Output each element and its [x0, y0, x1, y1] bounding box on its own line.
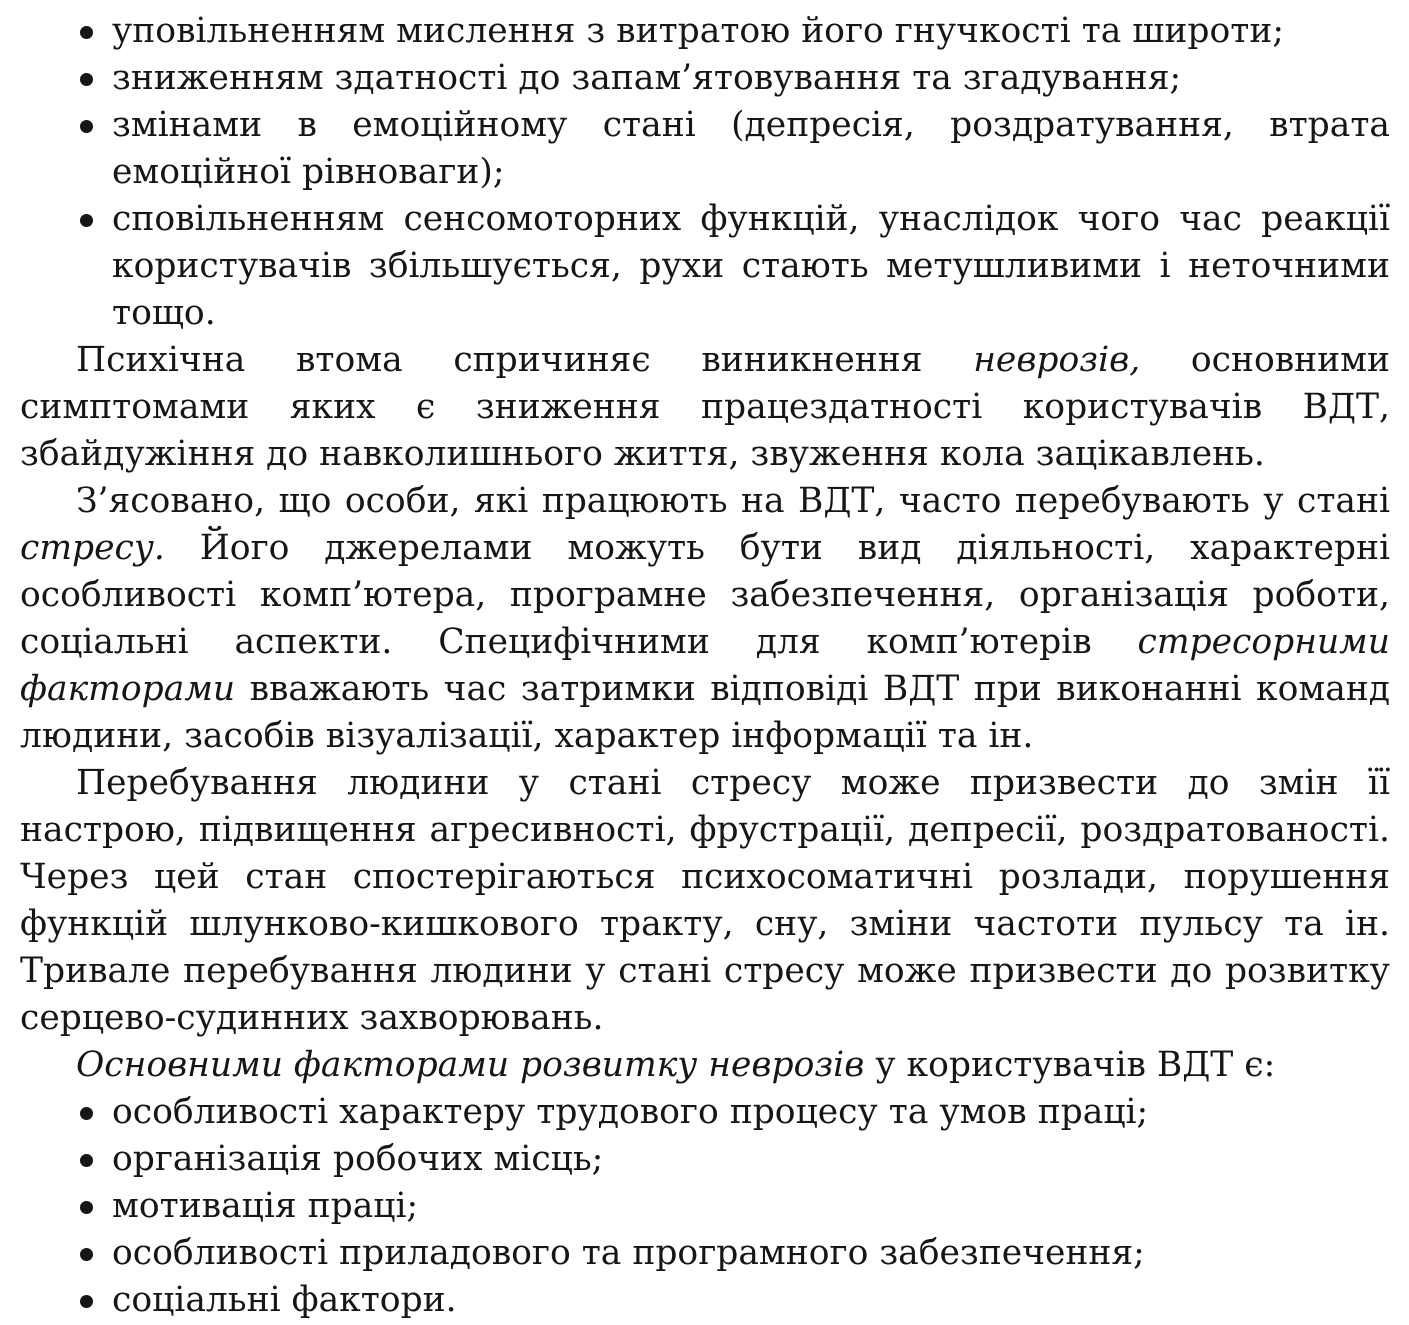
list-item: [20, 8, 1390, 55]
factors-list: [20, 1089, 1390, 1324]
paragraph-text: вважають час затримки відповіді ВДТ при виконанні команд людини, засобів візуалізації, характер інформації та ін.: [20, 669, 1390, 756]
bullet-icon: [80, 120, 93, 133]
bullet-icon: [80, 214, 93, 227]
bullet-icon: [80, 1295, 93, 1308]
paragraph-text: З’ясовано, що особи, які працюють на ВДТ, часто перебувають у стані: [76, 481, 1390, 521]
list-item: [20, 1230, 1390, 1277]
bullet-icon: [80, 1248, 93, 1261]
paragraph-neuroses: [20, 337, 1390, 478]
list-item-text: змінами в емоційному стані (депресія, роздратування, втрата емоційної рівноваги);: [112, 105, 1390, 192]
list-item: [20, 1089, 1390, 1136]
paragraph-text: Психічна втома спричиняє виникнення: [76, 340, 974, 380]
bullet-icon: [80, 1201, 93, 1214]
bullet-icon: [80, 1107, 93, 1120]
paragraph-stress: [20, 478, 1390, 760]
bullet-icon: [80, 26, 93, 39]
list-item-text: сповільненням сенсомоторних функцій, унаслідок чого час реакції користувачів збільшується, рухи стають метушливими і неточними тощо.: [112, 199, 1390, 333]
list-item: [20, 1277, 1390, 1324]
document-page: [20, 8, 1390, 1324]
paragraph-text: основними симптомами яких є зниження працездатності користувачів ВДТ, збайдужіння до навколишнього життя, звуження кола зацікавлень.: [20, 340, 1390, 474]
term-main-factors: Основними факторами розвитку неврозів: [76, 1045, 865, 1085]
list-item-text: уповільненням мислення з витратою його гнучкості та широти;: [112, 11, 1284, 51]
list-item: [20, 1183, 1390, 1230]
bullet-icon: [80, 1154, 93, 1167]
list-item-text: мотивація праці;: [112, 1186, 419, 1226]
paragraph-effects: Перебування людини у стані стресу може призвести до змін її настрою, підвищення агресивності, фрустрації, депресії, роздратованості. Через цей стан спостерігаються психосоматичні розлади, порушення функцій шлунково-кишкового тракту, сну, зміни частоти пульсу та ін. Тривале перебування людини у стані стресу може призвести до розвитку серцево-судинних захворювань.: [20, 763, 1390, 1038]
bullet-icon: [80, 73, 93, 86]
term-stressors: стресорними факторами: [20, 622, 1390, 709]
term-neuroses: неврозів,: [973, 340, 1141, 380]
list-item: [20, 196, 1390, 337]
list-item: [20, 102, 1390, 196]
paragraph-text: у користувачів ВДТ є:: [864, 1045, 1276, 1085]
list-item-text: особливості приладового та програмного забезпечення;: [112, 1233, 1145, 1273]
list-item-text: соціальні фактори.: [112, 1280, 457, 1320]
paragraph-text: Його джерелами можуть бути вид діяльності, характерні особливості комп’ютера, програмне забезпечення, організація роботи, соціальні аспекти. Специфічними для комп’ютерів: [20, 528, 1390, 662]
list-item: [20, 1136, 1390, 1183]
list-item-text: організація робочих місць;: [112, 1139, 604, 1179]
list-item-text: зниженням здатності до запам’ятовування та згадування;: [112, 58, 1182, 98]
list-item-text: особливості характеру трудового процесу та умов праці;: [112, 1092, 1149, 1132]
term-stress: стресу.: [20, 528, 165, 568]
symptoms-list: [20, 8, 1390, 337]
list-item: [20, 55, 1390, 102]
paragraph-factors: [20, 1042, 1390, 1089]
